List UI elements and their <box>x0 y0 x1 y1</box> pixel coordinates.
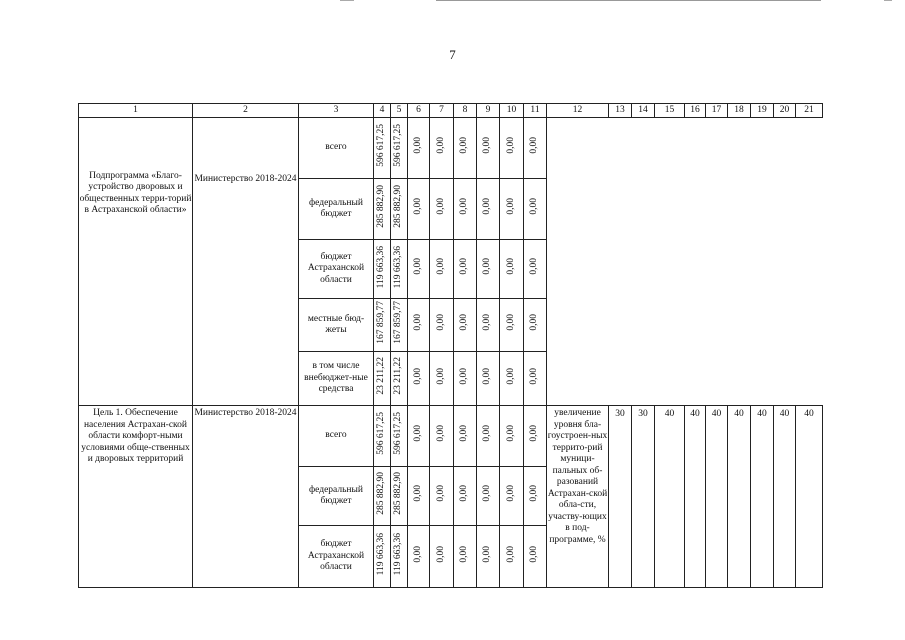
zero-value: 0,00 <box>529 198 540 216</box>
indicator-name: увеличение уровня бла-гоустроен-ных террито-рий муници-пальных об-разований Астрахан-ской обла-сти, участву-ющих в под-программе, % <box>547 406 609 588</box>
zero-value: 0,00 <box>529 137 540 155</box>
zero-value: 0,00 <box>482 198 493 216</box>
funding-source: местные бюд-жеты <box>299 299 374 352</box>
zero-value: 0,00 <box>505 367 516 385</box>
amount-value: 596 617,25 <box>393 412 404 456</box>
zero-value: 0,00 <box>435 485 446 503</box>
zero-value: 0,00 <box>412 198 423 216</box>
funding-source: бюджет Астраханской области <box>299 240 374 299</box>
target-value: 30 <box>632 406 655 588</box>
zero-value: 0,00 <box>435 425 446 443</box>
column-header: 21 <box>796 104 823 118</box>
column-header: 9 <box>477 104 500 118</box>
table-row <box>79 118 823 179</box>
zero-value: 0,00 <box>459 425 470 443</box>
zero-value: 0,00 <box>435 545 446 563</box>
zero-value: 0,00 <box>529 314 540 332</box>
column-header: 19 <box>751 104 774 118</box>
target-value: 40 <box>751 406 774 588</box>
executor-name: Министерство 2018-2024 <box>193 406 299 588</box>
amount-value: 285 882,90 <box>393 185 404 229</box>
zero-value: 0,00 <box>505 198 516 216</box>
zero-value: 0,00 <box>505 425 516 443</box>
zero-value: 0,00 <box>482 545 493 563</box>
funding-source: в том числе внебюджет-ные средства <box>299 352 374 406</box>
zero-value: 0,00 <box>412 314 423 332</box>
amount-value: 119 663,36 <box>376 245 387 288</box>
top-corner-mark <box>884 0 892 1</box>
top-dash-mark <box>340 0 354 1</box>
zero-value: 0,00 <box>482 367 493 385</box>
amount-value: 285 882,90 <box>376 185 387 229</box>
column-header: 4 <box>374 104 391 118</box>
zero-value: 0,00 <box>412 137 423 155</box>
amount-value: 596 617,25 <box>376 412 387 456</box>
column-header: 16 <box>685 104 706 118</box>
column-header: 13 <box>609 104 632 118</box>
zero-value: 0,00 <box>529 425 540 443</box>
zero-value: 0,00 <box>482 137 493 155</box>
zero-value: 0,00 <box>505 485 516 503</box>
zero-value: 0,00 <box>529 485 540 503</box>
empty-executor-cell <box>193 240 299 406</box>
column-header: 2 <box>193 104 299 118</box>
zero-value: 0,00 <box>459 198 470 216</box>
zero-value: 0,00 <box>459 137 470 155</box>
funding-source: бюджет Астраханской области <box>299 526 374 588</box>
column-header: 15 <box>655 104 685 118</box>
column-header: 17 <box>706 104 728 118</box>
amount-value: 167 859,77 <box>393 301 404 345</box>
amount-value: 285 882,90 <box>393 472 404 516</box>
zero-value: 0,00 <box>435 137 446 155</box>
column-header: 10 <box>500 104 524 118</box>
column-header: 1 <box>79 104 193 118</box>
target-value: 40 <box>728 406 751 588</box>
column-header: 20 <box>774 104 796 118</box>
program-financing-table <box>78 103 823 588</box>
zero-value: 0,00 <box>412 425 423 443</box>
column-header: 12 <box>547 104 609 118</box>
amount-value: 596 617,25 <box>393 124 404 168</box>
column-header: 11 <box>524 104 547 118</box>
zero-value: 0,00 <box>482 485 493 503</box>
column-header: 7 <box>430 104 454 118</box>
target-value: 40 <box>706 406 728 588</box>
zero-value: 0,00 <box>435 367 446 385</box>
table-row <box>79 406 823 467</box>
zero-value: 0,00 <box>529 545 540 563</box>
goal-name: Цель 1. Обеспечение населения Астрахан-ской области комфорт-ными условиями обще-ственных и дворовых территорий <box>79 406 193 588</box>
amount-value: 596 617,25 <box>376 124 387 168</box>
zero-value: 0,00 <box>459 314 470 332</box>
page-number: 7 <box>449 47 456 62</box>
column-header: 5 <box>391 104 408 118</box>
amount-value: 119 663,36 <box>393 245 404 288</box>
zero-value: 0,00 <box>529 367 540 385</box>
target-value: 40 <box>774 406 796 588</box>
top-edge-rule <box>436 0 821 1</box>
zero-value: 0,00 <box>505 314 516 332</box>
amount-value: 119 663,36 <box>393 533 404 576</box>
zero-value: 0,00 <box>529 258 540 276</box>
zero-value: 0,00 <box>459 545 470 563</box>
column-header: 18 <box>728 104 751 118</box>
column-header: 3 <box>299 104 374 118</box>
amount-value: 23 211,22 <box>393 357 404 396</box>
column-header: 8 <box>454 104 477 118</box>
amount-value: 167 859,77 <box>376 301 387 345</box>
funding-source: всего <box>299 406 374 467</box>
zero-value: 0,00 <box>505 258 516 276</box>
zero-value: 0,00 <box>505 545 516 563</box>
funding-source: федеральный бюджет <box>299 179 374 240</box>
amount-value: 23 211,22 <box>376 357 387 396</box>
zero-value: 0,00 <box>412 367 423 385</box>
zero-value: 0,00 <box>435 314 446 332</box>
zero-value: 0,00 <box>505 137 516 155</box>
target-value: 40 <box>796 406 823 588</box>
zero-value: 0,00 <box>459 485 470 503</box>
empty-name-cell <box>79 240 193 406</box>
target-value: 40 <box>685 406 706 588</box>
zero-value: 0,00 <box>482 425 493 443</box>
zero-value: 0,00 <box>412 545 423 563</box>
amount-value: 119 663,36 <box>376 533 387 576</box>
zero-value: 0,00 <box>459 367 470 385</box>
amount-value: 285 882,90 <box>376 472 387 516</box>
target-value: 40 <box>655 406 685 588</box>
zero-value: 0,00 <box>435 198 446 216</box>
executor-name: Министерство 2018-2024 <box>193 118 299 240</box>
zero-value: 0,00 <box>459 258 470 276</box>
subprogram-name: Подпрограмма «Благо-устройство дворовых и общественных терри-торий в Астраханской области» <box>79 118 193 240</box>
zero-value: 0,00 <box>412 258 423 276</box>
zero-value: 0,00 <box>435 258 446 276</box>
column-header: 14 <box>632 104 655 118</box>
column-header: 6 <box>408 104 430 118</box>
zero-value: 0,00 <box>482 314 493 332</box>
funding-source: федеральный бюджет <box>299 467 374 526</box>
zero-value: 0,00 <box>482 258 493 276</box>
zero-value: 0,00 <box>412 485 423 503</box>
target-value: 30 <box>609 406 632 588</box>
column-number-row <box>79 104 823 118</box>
empty-indicator-area <box>547 118 823 406</box>
funding-source: всего <box>299 118 374 179</box>
